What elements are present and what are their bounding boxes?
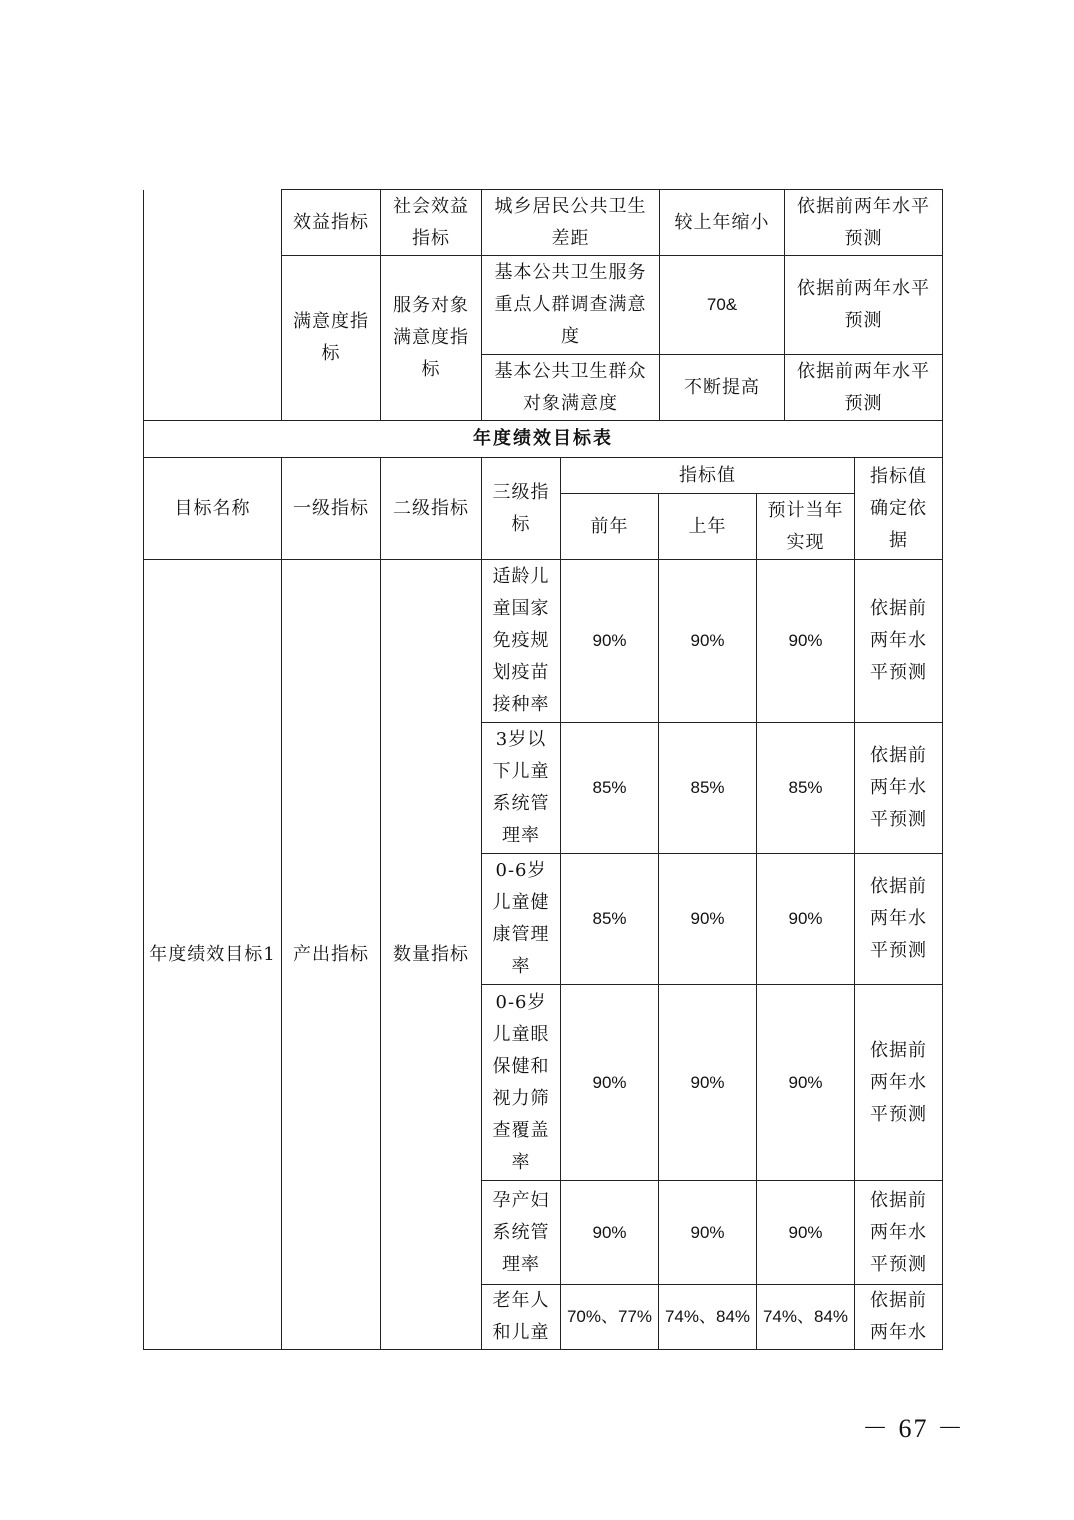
level3-cell: 0-6岁儿童眼保健和视力筛查覆盖率 (482, 985, 561, 1181)
level3-cell: 基本公共卫生服务重点人群调查满意度 (482, 256, 660, 355)
expected-value-cell: 90% (757, 854, 855, 985)
expected-value-cell: 90% (757, 560, 855, 723)
basis-cell: 依据前两年水平预测 (855, 985, 943, 1181)
last-value-cell: 74%、84% (659, 1285, 757, 1350)
prev-value-cell: 90% (561, 985, 659, 1181)
basis-cell: 依据前两年水平预测 (785, 190, 943, 256)
basis-cell: 依据前两年水平预测 (785, 355, 943, 421)
level3-cell: 城乡居民公共卫生差距 (482, 190, 660, 256)
top-indicator-table (143, 189, 943, 421)
expected-value-cell: 90% (757, 1181, 855, 1285)
basis-cell: 依据前两年水平预测 (855, 854, 943, 985)
expected-value-cell: 74%、84% (757, 1285, 855, 1350)
level3-cell: 0-6岁儿童健康管理率 (482, 854, 561, 985)
header-last-year: 上年 (659, 494, 757, 560)
header-prev-year: 前年 (561, 494, 659, 560)
goal-name-cell-empty (144, 190, 282, 421)
level3-cell: 3岁以下儿童系统管理率 (482, 723, 561, 854)
table-title: 年度绩效目标表 (144, 421, 943, 458)
level2-cell: 数量指标 (381, 560, 482, 1350)
level1-cell: 效益指标 (282, 190, 381, 256)
header-indicator-value: 指标值 (561, 458, 855, 494)
header-goal-name: 目标名称 (144, 458, 282, 560)
expected-value-cell: 85% (757, 723, 855, 854)
last-value-cell: 90% (659, 985, 757, 1181)
level3-cell: 基本公共卫生群众对象满意度 (482, 355, 660, 421)
basis-cell: 依据前两年水平预测 (855, 723, 943, 854)
prev-value-cell: 90% (561, 560, 659, 723)
basis-cell: 依据前两年水 (855, 1285, 943, 1350)
header-level1: 一级指标 (282, 458, 381, 560)
annual-performance-table (143, 420, 943, 1350)
header-basis: 指标值确定依据 (855, 458, 943, 560)
value-cell: 70& (660, 256, 785, 355)
value-cell: 较上年缩小 (660, 190, 785, 256)
level2-cell: 社会效益指标 (381, 190, 482, 256)
level3-cell: 适龄儿童国家免疫规划疫苗接种率 (482, 560, 561, 723)
level3-cell: 老年人和儿童 (482, 1285, 561, 1350)
level1-cell: 满意度指标 (282, 256, 381, 421)
basis-cell: 依据前两年水平预测 (855, 560, 943, 723)
level2-cell: 服务对象满意度指标 (381, 256, 482, 421)
last-value-cell: 90% (659, 560, 757, 723)
prev-value-cell: 85% (561, 854, 659, 985)
table-row (144, 560, 943, 723)
level1-cell: 产出指标 (282, 560, 381, 1350)
prev-value-cell: 90% (561, 1181, 659, 1285)
prev-value-cell: 85% (561, 723, 659, 854)
prev-value-cell: 70%、77% (561, 1285, 659, 1350)
header-level3: 三级指标 (482, 458, 561, 560)
page-number: － 67 － (862, 1414, 966, 1443)
level3-cell: 孕产妇系统管理率 (482, 1181, 561, 1285)
goal-name-cell: 年度绩效目标1 (144, 560, 282, 1350)
last-value-cell: 90% (659, 1181, 757, 1285)
expected-value-cell: 90% (757, 985, 855, 1181)
value-cell: 不断提高 (660, 355, 785, 421)
basis-cell: 依据前两年水平预测 (785, 256, 943, 355)
last-value-cell: 90% (659, 854, 757, 985)
last-value-cell: 85% (659, 723, 757, 854)
header-level2: 二级指标 (381, 458, 482, 560)
header-expected: 预计当年实现 (757, 494, 855, 560)
basis-cell: 依据前两年水平预测 (855, 1181, 943, 1285)
